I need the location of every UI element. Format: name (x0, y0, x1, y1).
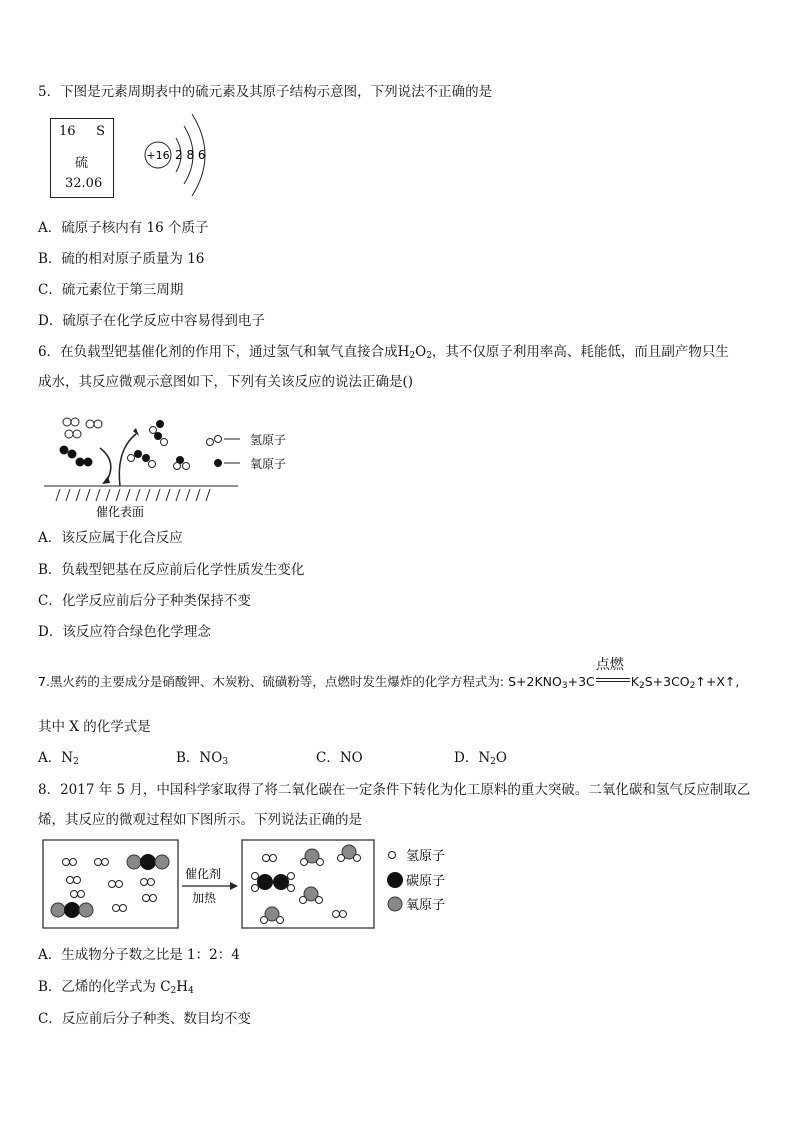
q5-option-d[interactable]: D．硫原子在化学反应中容易得到电子 (38, 313, 265, 329)
q7-option-d[interactable]: D．$N_2O$ (454, 750, 507, 767)
q7-option-b[interactable]: B．$NO_3$ (176, 750, 229, 767)
q8-option-b[interactable]: B．乙烯的化学式为 $C_2H_4$ (38, 979, 194, 996)
q6-stem-line2: 成水，其反应微观示意图如下，下列有关该反应的说法正确是() (38, 374, 414, 390)
nucleus-charge: +16 (146, 149, 170, 162)
q7-stem-line1: 7.黑火药的主要成分是硝酸钾、木炭粉、硫磺粉等，点燃时发生爆炸的化学方程式为: $S+2KNO_3+3C$ 点燃 $K_2S+3CO_2↑+X↑$, (38, 657, 740, 691)
arrow-catalyst-label: 催化剂 (185, 867, 222, 881)
catalyst-surface-label: 催化表面 (96, 505, 145, 519)
q6-option-a[interactable]: A．该反应属于化合反应 (38, 530, 183, 546)
electron-shells: 2 8 6 (175, 148, 206, 162)
co2-hydrogenation-diagram (40, 838, 470, 932)
q5-option-b[interactable]: B．硫的相对原子质量为 16 (38, 251, 205, 267)
atomic-number: 16 (59, 124, 76, 139)
legend-carbon-8: 碳原子 (406, 874, 446, 889)
legend-hydrogen: 氢原子 (250, 433, 287, 447)
element-tile (50, 118, 114, 198)
q5-option-c[interactable]: C．硫元素位于第三周期 (38, 282, 184, 298)
q8-stem-line1: 8．2017 年 5 月，中国科学家取得了将二氧化碳在一定条件下转化为化工原料的重大突破。二氧化碳和氢气反应制取乙 (38, 782, 751, 798)
q7-option-c[interactable]: C．NO (316, 750, 363, 766)
q5-option-a[interactable]: A．硫原子核内有 16 个质子 (38, 220, 209, 236)
catalysis-diagram (40, 410, 310, 520)
q6-option-d[interactable]: D．该反应符合绿色化学理念 (38, 624, 211, 640)
reaction-condition: 点燃 (596, 674, 630, 686)
element-name: 硫 (75, 156, 89, 171)
q8-option-c[interactable]: C．反应前后分子种类、数目均不变 (38, 1011, 251, 1027)
legend-oxygen: 氧原子 (250, 457, 287, 471)
q6-stem-line1: 6．在负载型钯基催化剂的作用下，通过氢气和氧气直接合成$H_2O_2$，其不仅原子利用率高、耗能低，而且副产物只生 (38, 344, 729, 361)
q8-option-a[interactable]: A．生成物分子数之比是 1：2：4 (38, 947, 240, 963)
legend-oxygen-8: 氧原子 (406, 898, 446, 913)
q7-option-a[interactable]: A．$N_2$ (38, 750, 79, 767)
q6-option-b[interactable]: B．负载型钯基在反应前后化学性质发生变化 (38, 562, 305, 578)
atomic-mass: 32.06 (65, 176, 103, 191)
arrow-heat-label: 加热 (192, 891, 217, 905)
q8-stem-line2: 烯，其反应的微观过程如下图所示。下列说法正确的是 (38, 812, 362, 828)
element-symbol: S (96, 124, 105, 139)
legend-hydrogen-8: 氢原子 (406, 849, 446, 864)
q6-option-c[interactable]: C．化学反应前后分子种类保持不变 (38, 593, 251, 609)
atom-structure-diagram (140, 108, 220, 204)
q7-stem-line2: 其中 X 的化学式是 (38, 719, 151, 735)
q5-stem: 5．下图是元素周期表中的硫元素及其原子结构示意图，下列说法不正确的是 (38, 84, 493, 100)
